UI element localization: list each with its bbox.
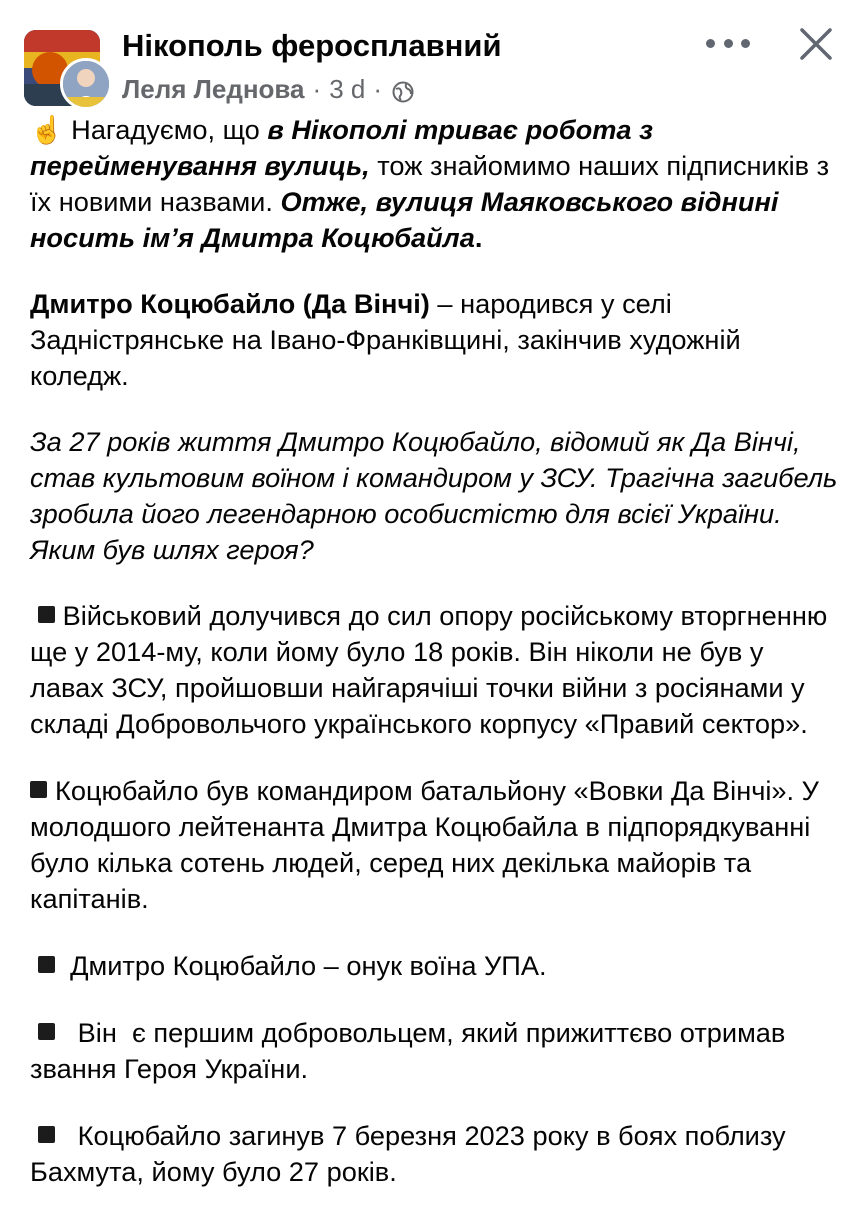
pointing-up-emoji: ☝️ — [30, 115, 64, 145]
post-text: . — [474, 222, 483, 253]
post-paragraph-intro — [30, 112, 842, 256]
author-avatar[interactable] — [60, 58, 112, 110]
black-square-icon — [38, 1126, 55, 1143]
post-text-emphasis: в Нікополі триває робота з перейменування вулиць, — [30, 114, 653, 181]
post-body — [30, 112, 842, 1221]
post-bullet — [30, 773, 842, 917]
post-bullet-text: Дмитро Коцюбайло – онук воїна УПА. — [62, 950, 547, 981]
post-bullet-text: Він є першим добровольцем, який прижиттєво отримав звання Героя України. — [30, 1017, 793, 1084]
black-square-icon — [38, 956, 55, 973]
post-time[interactable]: 3 d — [329, 74, 366, 104]
post-bullet — [30, 1015, 842, 1087]
post-bullet — [30, 598, 842, 742]
post-bullet — [30, 948, 842, 984]
post-text-emphasis: Отже, вулиця Маяковського віднині носить ім’я Дмитра Коцюбайла — [30, 186, 779, 253]
post-bullet-text: Коцюбайло був командиром батальйону «Вовки Да Вінчі». У молодшого лейтенанта Дмитра Коцюбайла в підпорядкуванні було кілька сотень людей, серед них декілька майорів та капітанів. — [30, 775, 819, 914]
post-meta — [122, 74, 414, 105]
black-square-icon — [38, 606, 55, 623]
post-bullet-text: Військовий долучився до сил опору російському вторгненню ще у 2014-му, коли йому було 18 років. Він ніколи не був у лавах ЗСУ, пройшовши найгарячіші точки війни з росіянами у складі Добровольчого українського корпусу «Правий сектор». — [30, 600, 828, 739]
globe-icon — [392, 79, 414, 101]
close-icon[interactable] — [796, 24, 836, 64]
post-text-bold: Дмитро Коцюбайло (Да Вінчі) — [30, 288, 430, 319]
meta-separator: · — [373, 74, 383, 104]
meta-separator: · — [312, 74, 322, 104]
post-text: Нагадуємо, що — [63, 114, 268, 145]
post-paragraph-italic — [30, 424, 842, 568]
black-square-icon — [38, 1023, 55, 1040]
group-name[interactable]: Нікополь феросплавний — [122, 28, 502, 63]
post-text-italic: За 27 років життя Дмитро Коцюбайло, відомий як Да Вінчі, став культовим воїном і командиром у ЗСУ. Трагічна загибель зробила його легендарною особистістю для всієї України. Яким був шлях героя? — [30, 426, 838, 565]
author-name[interactable]: Леля Леднова — [122, 74, 305, 104]
more-horizontal-icon[interactable] — [706, 36, 750, 50]
post-text: – народився у селі Задністрянське на Івано-Франківщині, закінчив художній коледж. — [30, 288, 741, 391]
post-header — [0, 0, 859, 112]
post-bullet — [30, 1118, 842, 1190]
post-text: тож знайомимо наших підписників з їх новими назвами. — [30, 150, 830, 217]
post-bullet-text: Коцюбайло загинув 7 березня 2023 року в боях поблизу Бахмута, йому було 27 років. — [30, 1120, 794, 1187]
post-paragraph-bio — [30, 286, 842, 394]
black-square-icon — [30, 781, 47, 798]
